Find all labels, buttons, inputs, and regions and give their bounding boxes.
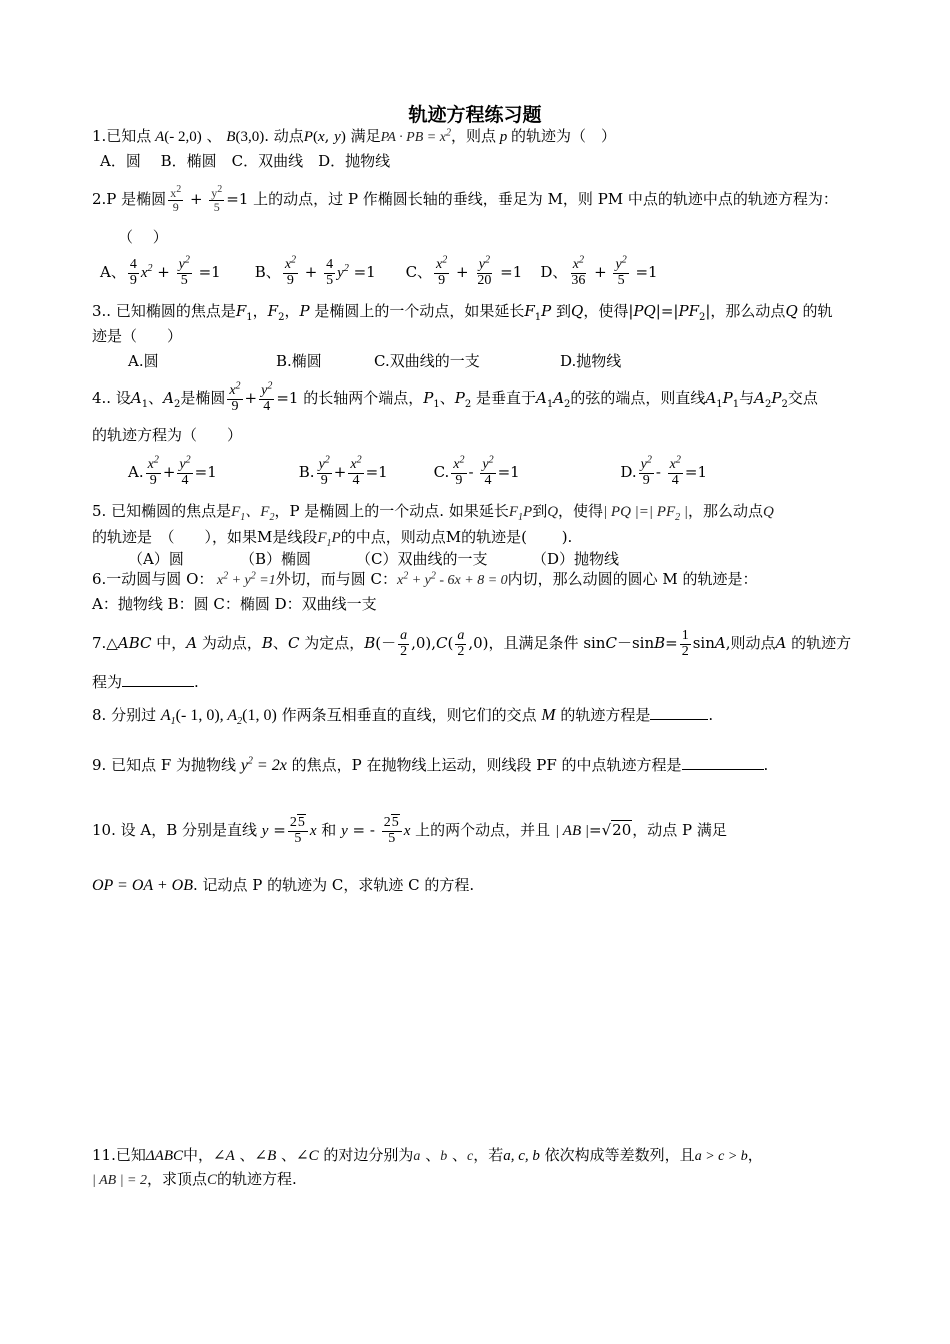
- q2-options: A、 $\frac{4}{9}$ $x^2$ + $\frac{y^2}{5}$ =1 B、 $\frac{x^2}{9}$ + $\frac{4}{5}$ $y^2 =1$ C、 $\frac{x^2}{9}$ + $\frac{y^2}{20}$ =1 D、 $\frac{x^2}{36}$ + $\frac{y^2}{5}$ =1: [100, 254, 658, 288]
- q3-text-1d: 到: [551, 302, 572, 320]
- q7-text-b: 中，: [151, 634, 187, 652]
- q1-text-mid: 动点: [273, 127, 304, 145]
- q3-options: [128, 350, 908, 372]
- q11-text-2: ，求顶点: [147, 1170, 208, 1188]
- q4-opt-a: A.: [128, 463, 144, 481]
- q5-opt-d: （D）抛物线: [532, 550, 620, 568]
- q2-opt-d: D、: [540, 263, 568, 281]
- q5-text-2: 的轨迹是 （ ），如果M是线段: [92, 528, 318, 546]
- q7-text-2: 程为: [92, 673, 123, 691]
- q3-opt-d: D.抛物线: [560, 352, 622, 370]
- q1-options: A．圆 B．椭圆 C．双曲线 D．抛物线: [100, 152, 391, 170]
- q3-opt-c: C.双曲线的一支: [374, 352, 480, 370]
- question-6: 6.一动圆与圆 O： $x^2 + y^2 =1$外切，而与圆 C：$x^2 + y^2 - 6x + 8 = 0$内切，那么动圆的圆心 M 的轨迹是：: [92, 570, 758, 588]
- q4-text-5: 与: [739, 389, 755, 407]
- q4-opt-d: D.: [620, 463, 637, 481]
- q7-text-e: ，且满足条件 sin: [488, 634, 606, 652]
- q3-text-1b: ，: [252, 302, 268, 320]
- q5-text-c: 到: [532, 502, 548, 520]
- q5-text-e: ，那么动点: [688, 502, 764, 520]
- q10-text-a: 10. 设 A，B 分别是直线: [92, 821, 258, 839]
- page-title: 轨迹方程练习题: [408, 104, 542, 126]
- q5-line2: 的轨迹是 （ ），如果M是线段$F_1P$的中点，则动点M的轨迹是( ).: [92, 528, 573, 549]
- q1-text: 1.已知点: [92, 127, 152, 145]
- q5-text-2b: 的中点，则动点M的轨迹是( ).: [340, 528, 573, 546]
- question-1: 1.已知点 A(- 2,0) 、 B(3,0). 动点P(x, y) 满足PA · PB = $x^2$，则点 p 的轨迹为（ ）: [92, 127, 616, 145]
- q2-opt-a: A、: [100, 263, 126, 281]
- q5-opt-c: （C）双曲线的一支: [356, 550, 488, 568]
- q2-frac-y: $\frac{y^2}{5}$: [211, 183, 223, 214]
- q5-opt-b: （B）椭圆: [240, 550, 312, 568]
- q11-text-2b: 的轨迹方程.: [217, 1170, 297, 1188]
- q2-text-2: =1 上的动点，过 P 作椭圆长轴的垂线，垂足为 M，则 PM 中点的轨迹中点的轨迹方程为：: [226, 190, 838, 208]
- q9-text-a: 9. 已知点 F 为抛物线: [92, 756, 237, 774]
- question-11: 11.已知ΔABC中，∠A 、∠B 、∠C 的对边分别为a 、b 、c，若a, c, b 依次构成等差数列，且a > c > b，: [92, 1146, 763, 1164]
- question-3: 3.. 已知椭圆的焦点是$F_1$，$F_2$，P 是椭圆上的一个动点，如果延长$F_1P$ 到Q，使得$|PQ|=|PF_2|$，那么动点Q 的轨: [92, 302, 833, 323]
- q10-text-2: . 记动点 P 的轨迹为 C，求轨迹 C 的方程.: [193, 876, 475, 894]
- q4-text-0: 4.. 设: [92, 389, 131, 407]
- q11-text-d: ，若: [473, 1146, 504, 1164]
- q4-text-1: 是椭圆: [180, 389, 226, 407]
- q4-text-6: 交点: [787, 389, 818, 407]
- q2-frac-x: $\frac{x^2}{9}$: [170, 183, 182, 214]
- q3-text-1h: 的轨: [797, 302, 833, 320]
- q7-text-h: ,则动点: [725, 634, 776, 652]
- q7-text-d: 为定点，: [299, 634, 365, 652]
- q2-opt-c: C、: [405, 263, 433, 281]
- q3-opt-b: B.椭圆: [276, 352, 322, 370]
- q6-text-c: 内切，那么动圆的圆心 M 的轨迹是：: [507, 570, 758, 588]
- q4-options: A. $\frac{x^2}{9}$ + $\frac{y^2}{4}$ =1 B. $\frac{y^2}{9}$ + $\frac{x^2}{4}$ =1 C. $\frac{x^2}{9}$ - $\frac{y^2}{4}$ =1 D. $\frac{y^2}{9}$ - $\frac{x^2}{4}$ =1: [128, 454, 708, 488]
- q4-opt-b: B.: [298, 463, 315, 481]
- q8-text-a: 8. 分别过: [92, 706, 157, 724]
- q4-text-4: 的弦的端点，则直线: [570, 389, 706, 407]
- q6-text-b: 外切，而与圆 C：: [275, 570, 397, 588]
- q11-text-b: 中，: [183, 1146, 214, 1164]
- q3-text-1f: |=|: [655, 302, 679, 320]
- q4-text-3: 是垂直于: [475, 389, 536, 407]
- q3-line2: 迹是（ ）: [92, 327, 183, 345]
- q7-answer-blank[interactable]: [122, 686, 194, 687]
- q5-opt-a: （A）圆: [128, 550, 184, 568]
- q4-line2: 的轨迹方程为（ ）: [92, 426, 243, 444]
- q10-line2: OP = OA + OB. 记动点 P 的轨迹为 C，求轨迹 C 的方程.: [92, 876, 475, 894]
- q3-text-1: 3.. 已知椭圆的焦点是: [92, 302, 236, 320]
- q11-text-c: 的对边分别为: [323, 1146, 414, 1164]
- q9-answer-blank[interactable]: [682, 769, 764, 770]
- q4-text-2: =1 的长轴两个端点，: [276, 389, 424, 407]
- q2-paren: （ ）: [118, 228, 168, 246]
- question-10: 10. 设 A，B 分别是直线 y = $\frac{25}{5}$ x 和 y = - $\frac{25}{5}$ x 上的两个动点，并且 | AB |=√20，动点 P 满足: [92, 814, 727, 846]
- q3-text-1e: ，使得|: [583, 302, 634, 320]
- q5-text-b: ，P 是椭圆上的一个动点. 如果延长: [274, 502, 509, 520]
- q6-options: A：抛物线 B：圆 C：椭圆 D：双曲线一支: [92, 595, 377, 613]
- q7-text-c: 为动点，: [197, 634, 262, 652]
- q7-line2: 程为 .: [92, 673, 199, 691]
- q3-text-1c: 是椭圆上的一个动点，如果延长: [309, 302, 525, 320]
- q1-text-b: ，则点: [450, 127, 496, 145]
- q11-line2: | AB | = 2，求顶点C的轨迹方程.: [92, 1170, 297, 1188]
- q11-text-e: 依次构成等差数列，且: [544, 1146, 695, 1164]
- q8-text-c: 的轨迹方程是: [560, 706, 651, 724]
- q8-text-b: 作两条互相垂直的直线，则它们的交点: [281, 706, 537, 724]
- q6-text-a: 6.一动圆与圆 O：: [92, 570, 214, 588]
- q2-text: 2.P 是椭圆: [92, 190, 167, 208]
- q1-text-a: 满足: [350, 127, 381, 145]
- question-9: 9. 已知点 F 为抛物线 $y^2 = 2x$ 的焦点，P 在抛物线上运动，则线段 PF 的中点轨迹方程是 .: [92, 755, 769, 774]
- question-5: 5. 已知椭圆的焦点是$F_1$、$F_2$，P 是椭圆上的一个动点. 如果延长$F_1P$到Q，使得| PQ |=| $PF_2$ |，那么动点Q: [92, 502, 774, 523]
- q2-opt-b: B、: [254, 263, 281, 281]
- question-8: 8. 分别过 $A_1(-$ 1, 0), $A_2(1$, 0) 作两条互相垂直的直线，则它们的交点 M 的轨迹方程是 .: [92, 705, 714, 728]
- q10-text-d: ，动点 P 满足: [632, 821, 727, 839]
- q9-text-b: 的焦点，P 在抛物线上运动，则线段 PF 的中点轨迹方程是: [291, 756, 682, 774]
- q7-text-i: 的轨迹方: [786, 634, 852, 652]
- q5-options: [128, 548, 908, 570]
- q10-text-c: 上的两个动点，并且: [415, 821, 551, 839]
- q3-text-1g: |，那么动点: [705, 302, 786, 320]
- q5-text-d: ，使得: [558, 502, 604, 520]
- q3-opt-a: A.圆: [128, 352, 159, 370]
- q7-text-g: sin: [692, 634, 715, 652]
- q1-text-c: 的轨迹为（ ）: [510, 127, 616, 145]
- q4-opt-c: C.: [433, 463, 450, 481]
- question-2: 2.P 是椭圆 $\frac{x^2}{9}$ + $\frac{y^2}{5}$ =1 上的动点，过 P 作椭圆长轴的垂线，垂足为 M，则 PM 中点的轨迹中点的轨迹方程为：: [92, 183, 838, 214]
- q10-text-b: 和: [321, 821, 337, 839]
- q5-text-a: 5. 已知椭圆的焦点是: [92, 502, 232, 520]
- q7-text-f: －sin: [616, 634, 655, 652]
- q7-text-a: 7.△: [92, 634, 118, 652]
- q8-answer-blank[interactable]: [650, 719, 708, 720]
- q11-text-a: 11.已知: [92, 1146, 146, 1164]
- question-7: 7.△ABC 中，A 为动点，B、C 为定点，B(－ $\frac{a}{2}$ ,0),C( $\frac{a}{2}$ ,0)，且满足条件 sinC－sinB= $\frac{1}{2}$ sinA,则动点A 的轨迹方: [92, 627, 852, 659]
- question-4: 4.. 设$A_1$、$A_2$是椭圆 $\frac{x^2}{9}$ + $\frac{y^2}{4}$ =1 的长轴两个端点，$P_1$、$P_2$ 是垂直于$A_1A_2$的弦的端点，则直线$A_1P_1$与$A_2P_2$交点: [92, 380, 818, 414]
